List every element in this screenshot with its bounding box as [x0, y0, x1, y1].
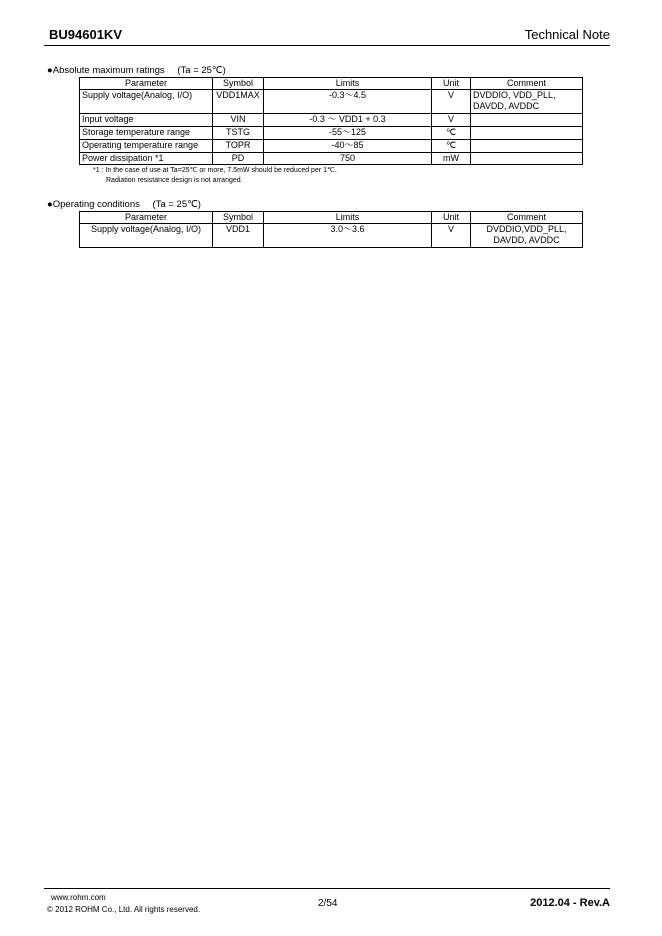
col-header-unit: Unit — [432, 78, 471, 90]
col-header-comment: Comment — [471, 78, 583, 90]
cell-comment: DVDDIO, VDD_PLL, DAVDD, AVDDC — [471, 90, 583, 114]
table-row — [80, 90, 583, 114]
op-cond-condition: (Ta = 25℃) — [152, 199, 201, 210]
cell-limits: 750 — [264, 153, 432, 165]
cell-unit: V — [432, 114, 471, 127]
cell-symbol: TSTG — [213, 127, 264, 140]
footer-copyright: © 2012 ROHM Co., Ltd. All rights reserved. — [47, 905, 201, 914]
col-header-limits: Limits — [264, 78, 432, 90]
document-type: Technical Note — [524, 27, 610, 42]
abs-max-title: ●Absolute maximum ratings — [47, 65, 165, 76]
cell-limits: 3.0～3.6 — [264, 224, 432, 248]
cell-parameter: Operating temperature range — [80, 140, 213, 153]
table-row — [80, 153, 583, 165]
cell-symbol: VIN — [213, 114, 264, 127]
op-cond-table — [79, 211, 583, 248]
col-header-limits: Limits — [264, 212, 432, 224]
cell-symbol: VDD1MAX — [213, 90, 264, 114]
table-row — [80, 114, 583, 127]
cell-symbol: PD — [213, 153, 264, 165]
cell-limits: -55～125 — [264, 127, 432, 140]
cell-parameter: Input voltage — [80, 114, 213, 127]
table-header-row — [80, 78, 583, 90]
op-cond-title: ●Operating conditions — [47, 199, 140, 210]
col-header-unit: Unit — [432, 212, 471, 224]
cell-unit: ℃ — [432, 127, 471, 140]
col-header-parameter: Parameter — [80, 78, 213, 90]
header-divider — [44, 45, 610, 46]
cell-parameter: Supply voltage(Analog, I/O) — [80, 224, 213, 248]
col-header-parameter: Parameter — [80, 212, 213, 224]
cell-unit: V — [432, 224, 471, 248]
footnote-power-dissipation: *1 : In the case of use at Ta=25℃ or more, 7.5mW should be reduced per 1℃. — [93, 167, 337, 174]
cell-limits: -0.3 ～ VDD1 + 0.3 — [264, 114, 432, 127]
cell-comment — [471, 127, 583, 140]
cell-parameter: Power dissipation *1 — [80, 153, 213, 165]
footer-url: www.rohm.com — [51, 893, 106, 902]
footnote-radiation: Radiation resistance design is not arranged. — [106, 177, 243, 184]
page-number: 2/54 — [318, 898, 338, 909]
abs-max-condition: (Ta = 25℃) — [177, 65, 226, 76]
col-header-symbol: Symbol — [213, 78, 264, 90]
cell-unit: mW — [432, 153, 471, 165]
document-title: BU94601KV — [49, 27, 122, 42]
col-header-comment: Comment — [471, 212, 583, 224]
cell-comment — [471, 140, 583, 153]
cell-unit: ℃ — [432, 140, 471, 153]
abs-max-table — [79, 77, 583, 165]
cell-comment — [471, 153, 583, 165]
cell-comment — [471, 114, 583, 127]
table-row — [80, 127, 583, 140]
cell-parameter: Storage temperature range — [80, 127, 213, 140]
table-row — [80, 224, 583, 248]
table-header-row — [80, 212, 583, 224]
revision-label: 2012.04 - Rev.A — [530, 897, 610, 909]
cell-symbol: TOPR — [213, 140, 264, 153]
abs-max-section-title — [47, 65, 226, 76]
cell-comment: DVDDIO,VDD_PLL, DAVDD, AVDDC — [471, 224, 583, 248]
op-cond-section-title — [47, 199, 201, 210]
table-row — [80, 140, 583, 153]
cell-limits: -0.3～4.5 — [264, 90, 432, 114]
cell-symbol: VDD1 — [213, 224, 264, 248]
col-header-symbol: Symbol — [213, 212, 264, 224]
footer-divider — [44, 888, 610, 889]
cell-limits: -40～85 — [264, 140, 432, 153]
cell-unit: V — [432, 90, 471, 114]
cell-parameter: Supply voltage(Analog, I/O) — [80, 90, 213, 114]
